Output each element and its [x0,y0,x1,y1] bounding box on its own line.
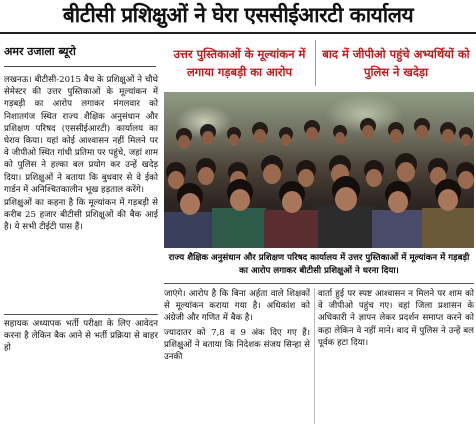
sub-headline-left-text: उत्तर पुस्तिकाओं के मूल्यांकन में लगाया गड़बड़ी का आरोप [173,47,306,79]
sub-headline-right [318,40,474,86]
column-a-continued: सहायक अध्यापक भर्ती परीक्षा के लिए आवेदन करना है लेकिन बैक आने से भर्ती प्रक्रिया से बाहर हो [4,319,158,354]
column-b-paragraph-2: ज्यादातर को 7,8 व 9 अंक दिए गए हैं। प्रशिक्षुओं ने बताया कि निदेशक संजय सिन्हा से उनकी [164,327,310,363]
caption-rule [164,283,474,284]
lead-bottom-rule [4,314,158,315]
column-separator [314,288,315,424]
byline-rule [4,66,156,67]
crowd-photo-graphic [164,92,474,248]
lead-paragraph-1: लखनऊ। बीटीसी-2015 बैच के प्रशिक्षुओं ने चौथे सेमेस्टर की उत्तर पुस्तिकाओं के मूल्यांकन में गड़बड़ी का आरोप लगाकर मंगलवार को निशातगंज स्थित राज्य शैक्षिक अनुसंधान और प्रशिक्षण परिषद (एससीईआरटी) कार्यालय का घेराव किया। यहां कोई आश्वासन नहीं मिलने पर वे जीपीओ स्थित गांधी प्रतिमा पर पहुंचे, जहां शाम को पुलिस ने हल्का बल प्रयोग कर उन्हें खदेड़ दिया। प्रशिक्षुओं ने बताया कि बुधवार से वे ईको गार्डन में अनिश्चितकालीन भूख हड़ताल करेंगे। [4,75,158,195]
column-b [164,288,310,363]
column-b-paragraph-1: जाएंगे। आरोप है कि बिना अर्हता वाले शिक्षकों से मूल्यांकन कराया गया है। अधिकांश को अंग्रेजी और गणित में बैक है। [164,289,310,324]
sub-headline-right-text: बाद में जीपीओ पहुंचे अभ्यर्थियों को पुलिस ने खदेड़ा [322,47,470,79]
lead-paragraph-2: प्रशिक्षुओं का कहना है कि मूल्यांकन में गड़बड़ी से करीब 25 हजार बीटीसी प्रशिक्षुओं की बैक आई है। ये सभी टीईटी पास हैं। [4,198,158,233]
headline: बीटीसी प्रशिक्षुओं ने घेरा एससीईआरटी कार्यालय [62,2,414,27]
headline-rule [0,32,476,34]
column-c: वार्ता हुई पर स्पष्ट आश्वासन न मिलने पर शाम को वे जीपीओ पहुंच गए। वहां जिला प्रशासन के अधिकारी ने ज्ञापन लेकर प्रदर्शन समाप्त करने को कहा लेकिन वे नहीं माने। बाद में पुलिस ने उन्हें बल पूर्वक हटा दिया। [318,289,474,348]
photo-caption: राज्य शैक्षिक अनुसंधान और प्रशिक्षण परिषद कार्यालय में उत्तर पुस्तिकाओं में मूल्यांकन में गड़बड़ी का आरोप लगाकर बीटीसी प्रशिक्षुओं ने धरना दिया। [168,253,470,276]
crowd-photo [164,92,474,248]
lead-column [4,74,158,234]
sub-headline-left [164,40,316,86]
byline: अमर उजाला ब्यूरो [4,45,76,58]
